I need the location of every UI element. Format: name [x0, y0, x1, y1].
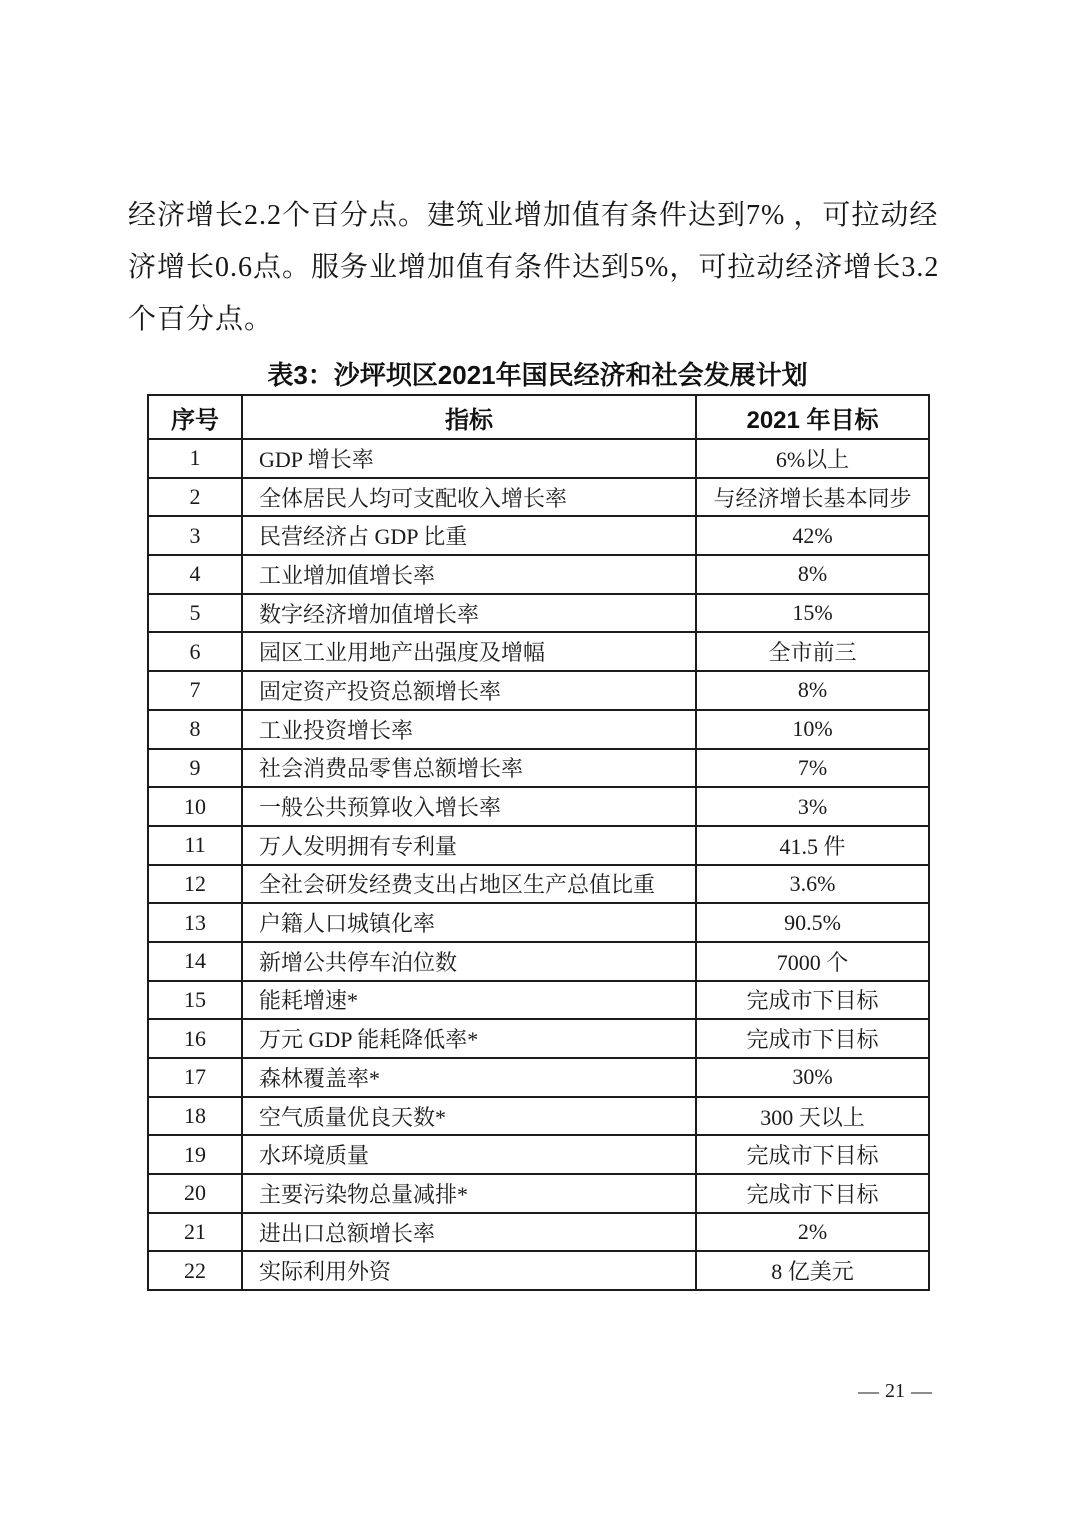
page-footer: [858, 1380, 932, 1403]
indicator-name: 全社会研发经费支出占地区生产总值比重: [242, 865, 696, 904]
row-serial-number: 19: [148, 1135, 242, 1174]
row-serial-number: 12: [148, 865, 242, 904]
page-number: 21: [885, 1380, 905, 1402]
table-row: [148, 981, 929, 1020]
indicator-name: 能耗增速*: [242, 981, 696, 1020]
footer-dash-right: —: [911, 1379, 932, 1403]
table-row: [148, 478, 929, 517]
row-serial-number: 11: [148, 826, 242, 865]
target-value: 42%: [696, 516, 929, 555]
development-plan-table: [147, 394, 930, 1291]
footer-dash-left: —: [858, 1379, 879, 1403]
table-row: [148, 787, 929, 826]
indicator-name: 万元 GDP 能耗降低率*: [242, 1019, 696, 1058]
table-row: [148, 671, 929, 710]
target-value: 10%: [696, 710, 929, 749]
indicator-name: 一般公共预算收入增长率: [242, 787, 696, 826]
table-row: [148, 555, 929, 594]
target-value: 8%: [696, 671, 929, 710]
target-value: 完成市下目标: [696, 1135, 929, 1174]
target-value: 8%: [696, 555, 929, 594]
target-value: 300 天以上: [696, 1097, 929, 1136]
table-row: [148, 516, 929, 555]
row-serial-number: 21: [148, 1213, 242, 1252]
table-row: [148, 826, 929, 865]
target-value: 完成市下目标: [696, 1019, 929, 1058]
row-serial-number: 5: [148, 594, 242, 633]
table-body: [148, 439, 929, 1290]
target-value: 6%以上: [696, 439, 929, 478]
indicator-name: 森林覆盖率*: [242, 1058, 696, 1097]
target-value: 90.5%: [696, 903, 929, 942]
indicator-name: 工业投资增长率: [242, 710, 696, 749]
indicator-name: 水环境质量: [242, 1135, 696, 1174]
row-serial-number: 1: [148, 439, 242, 478]
indicator-name: 工业增加值增长率: [242, 555, 696, 594]
indicator-name: GDP 增长率: [242, 439, 696, 478]
table-row: [148, 632, 929, 671]
table-row: [148, 594, 929, 633]
table-row: [148, 1058, 929, 1097]
header-2021-target: 2021 年目标: [696, 395, 929, 439]
paragraph-line: 经济增长2.2个百分点。建筑业增加值有条件达到7% ，可拉动经: [128, 200, 939, 231]
row-serial-number: 22: [148, 1251, 242, 1290]
paragraph-line: 济增长0.6点。服务业增加值有条件达到5%，可拉动经济增长3.2: [128, 252, 940, 283]
target-value: 完成市下目标: [696, 1174, 929, 1213]
row-serial-number: 3: [148, 516, 242, 555]
paragraph-line: 个百分点。: [128, 304, 274, 335]
row-serial-number: 17: [148, 1058, 242, 1097]
target-value: 3%: [696, 787, 929, 826]
table-row: [148, 903, 929, 942]
table-row: [148, 1213, 929, 1252]
table-row: [148, 865, 929, 904]
target-value: 2%: [696, 1213, 929, 1252]
row-serial-number: 15: [148, 981, 242, 1020]
row-serial-number: 10: [148, 787, 242, 826]
indicator-name: 主要污染物总量减排*: [242, 1174, 696, 1213]
row-serial-number: 16: [148, 1019, 242, 1058]
row-serial-number: 13: [148, 903, 242, 942]
indicator-name: 新增公共停车泊位数: [242, 942, 696, 981]
table-row: [148, 1251, 929, 1290]
table-row: [148, 439, 929, 478]
table-title: 表3：沙坪坝区2021年国民经济和社会发展计划: [267, 360, 808, 390]
indicator-name: 实际利用外资: [242, 1251, 696, 1290]
target-value: 完成市下目标: [696, 981, 929, 1020]
row-serial-number: 6: [148, 632, 242, 671]
row-serial-number: 20: [148, 1174, 242, 1213]
target-value: 41.5 件: [696, 826, 929, 865]
table-row: [148, 749, 929, 788]
table-row: [148, 1019, 929, 1058]
target-value: 8 亿美元: [696, 1251, 929, 1290]
row-serial-number: 8: [148, 710, 242, 749]
indicator-name: 园区工业用地产出强度及增幅: [242, 632, 696, 671]
indicator-name: 民营经济占 GDP 比重: [242, 516, 696, 555]
indicator-name: 数字经济增加值增长率: [242, 594, 696, 633]
indicator-name: 户籍人口城镇化率: [242, 903, 696, 942]
row-serial-number: 2: [148, 478, 242, 517]
target-value: 3.6%: [696, 865, 929, 904]
indicator-name: 空气质量优良天数*: [242, 1097, 696, 1136]
row-serial-number: 14: [148, 942, 242, 981]
table-row: [148, 942, 929, 981]
target-value: 15%: [696, 594, 929, 633]
target-value: 30%: [696, 1058, 929, 1097]
target-value: 与经济增长基本同步: [696, 478, 929, 517]
indicator-name: 全体居民人均可支配收入增长率: [242, 478, 696, 517]
indicator-name: 社会消费品零售总额增长率: [242, 749, 696, 788]
target-value: 7%: [696, 749, 929, 788]
table-row: [148, 1135, 929, 1174]
table-header-row: [148, 395, 929, 439]
indicator-name: 固定资产投资总额增长率: [242, 671, 696, 710]
indicator-name: 万人发明拥有专利量: [242, 826, 696, 865]
table-row: [148, 1097, 929, 1136]
target-value: 全市前三: [696, 632, 929, 671]
row-serial-number: 7: [148, 671, 242, 710]
table-row: [148, 1174, 929, 1213]
row-serial-number: 18: [148, 1097, 242, 1136]
table-row: [148, 710, 929, 749]
row-serial-number: 9: [148, 749, 242, 788]
body-paragraph: [128, 190, 952, 346]
header-serial-number: 序号: [148, 395, 242, 439]
row-serial-number: 4: [148, 555, 242, 594]
indicator-name: 进出口总额增长率: [242, 1213, 696, 1252]
header-indicator: 指标: [242, 395, 696, 439]
target-value: 7000 个: [696, 942, 929, 981]
